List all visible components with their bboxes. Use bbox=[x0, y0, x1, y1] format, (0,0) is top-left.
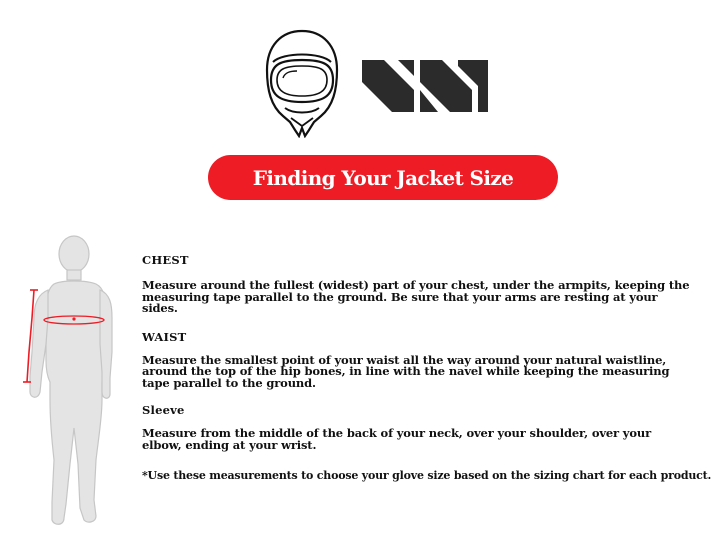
sleeve-heading: Sleeve bbox=[142, 403, 185, 417]
body-figure-icon bbox=[18, 232, 114, 528]
logo-area bbox=[258, 28, 498, 140]
page-title bbox=[208, 155, 558, 200]
brand-logo-icon bbox=[362, 60, 488, 112]
helmet-icon bbox=[261, 28, 343, 138]
waist-text: Measure the smallest point of your waist all the way around your natural waistline, around the top of the hip bones, in line with the navel while keeping the measuring tape parallel to the ground. bbox=[142, 352, 670, 390]
waist-heading: WAIST bbox=[142, 329, 187, 344]
sleeve-text: Measure from the middle of the back of your neck, over your shoulder, over your elbow, ending at your wrist. bbox=[142, 426, 651, 452]
measurement-instructions bbox=[142, 253, 712, 483]
footnote: *Use these measurements to choose your glove size based on the sizing chart for each product. bbox=[142, 469, 712, 482]
chest-text: Measure around the fullest (widest) part of your chest, under the armpits, keeping the measuring tape parallel to the ground. Be sure that your arms are resting at your sides. bbox=[142, 278, 690, 315]
page-title-text: Finding Your Jacket Size bbox=[252, 165, 514, 190]
chest-heading: CHEST bbox=[142, 253, 189, 267]
